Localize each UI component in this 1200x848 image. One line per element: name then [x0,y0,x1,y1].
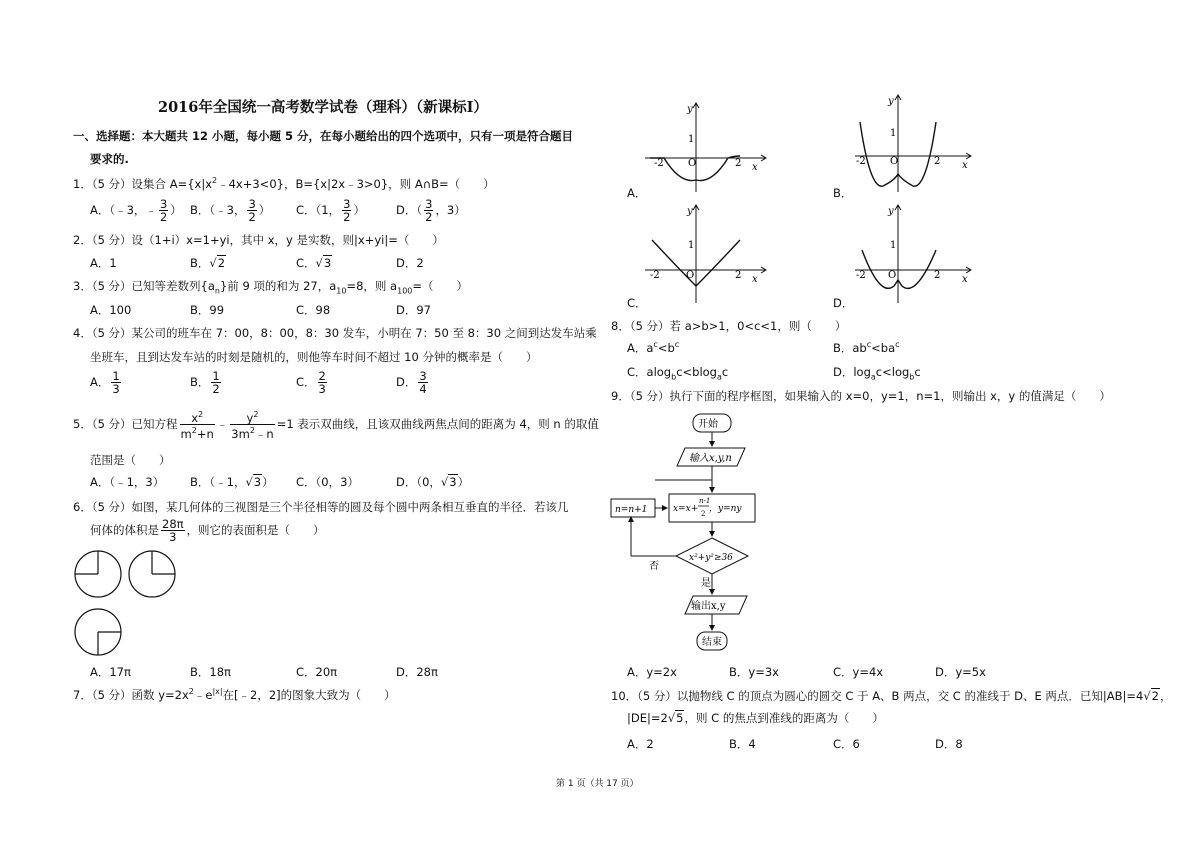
svg-text:O: O [686,270,695,281]
q1-option-a[interactable]: A．（﹣3，﹣ $\frac{3}{2}$ ） [90,197,182,224]
q6-option-c[interactable]: C．20π [296,665,338,679]
q6-option-a[interactable]: A．17π [90,665,131,679]
svg-text:否: 否 [649,561,659,572]
section-heading-cont: 要求的. [90,152,129,166]
svg-text:1: 1 [890,128,897,139]
svg-text:x: x [962,160,968,171]
svg-text:x: x [962,274,968,285]
q5-option-a[interactable]: A．（﹣1，3） [90,475,165,489]
q10-option-b[interactable]: B．4 [729,737,756,751]
svg-text:-2: -2 [650,270,660,281]
three-view-side [124,548,184,604]
q8-option-c[interactable]: C．alog$_b$c<blog$_a$c [627,365,729,382]
svg-text:输入x,y,n: 输入x,y,n [689,453,732,464]
q5-option-d[interactable]: D．（0，√3） [396,475,470,489]
svg-text:-2: -2 [856,156,866,167]
q10-option-d[interactable]: D．8 [935,737,963,751]
q5-option-c[interactable]: C．（0，3） [296,475,359,489]
svg-text:-2: -2 [654,158,664,169]
q1-option-b[interactable]: B．（﹣3， $\frac{3}{2}$ ） [190,197,271,224]
q1-option-c[interactable]: C．（1， $\frac{3}{2}$ ） [296,197,365,224]
q2-option-c[interactable]: C．√3 [296,256,332,270]
question-6: 6．（5 分）如图，某几何体的三视图是三个半径相等的圆及每个圆中两条相互垂直的半径．若该几 [73,500,569,514]
svg-text:开始: 开始 [698,419,718,430]
q7-option-b[interactable]: B． [833,186,853,200]
question-10: 10．（5 分）以抛物线 C 的顶点为圆心的圆交 C 于 A、B 两点，交 C 的准线于 D、E 两点．已知|AB|=4√2， [611,689,1172,703]
q4-option-a[interactable]: A． $\frac{1}{3}$ [90,369,120,396]
question-4-cont: 坐班车，且到达发车站的时刻是随机的，则他等车时间不超过 10 分钟的概率是（ ） [90,350,538,364]
q7-option-a[interactable]: A． [627,186,647,200]
svg-text:2: 2 [934,270,941,281]
question-5: 5．（5 分）已知方程 $\frac{x^2}{m^2+n}$ ﹣ $\frac{y^2}{3m^2﹣n}$ =1 表示双曲线，且该双曲线两焦点间的距离为 4，则 n 的取值 [73,410,599,441]
flowchart [605,410,765,655]
section-heading: 一、选择题：本大题共 12 小题，每小题 5 分，在每小题给出的四个选项中，只有一项是符合题目 [73,129,574,143]
question-8: 8．（5 分）若 a>b>1，0<c<1，则（ ） [611,319,847,333]
question-10-cont: |DE|=2√5，则 C 的焦点到准线的距离为（ ） [627,711,884,725]
svg-text:输出x,y: 输出x,y [691,601,726,612]
q3-option-c[interactable]: C．98 [296,303,331,317]
q8-option-b[interactable]: B．$ab^c<ba^c$ [833,340,900,355]
question-6-cont: 何体的体积是 $\frac{28\pi}{3}$ ，则它的表面积是（ ） [90,517,325,544]
q5-option-b[interactable]: B．（﹣1，√3） [190,475,274,489]
q3-option-d[interactable]: D．97 [396,303,431,317]
q4-option-d[interactable]: D． $\frac{3}{4}$ [396,369,427,396]
three-view-figure [70,548,130,660]
q2-option-b[interactable]: B．√2 [190,256,226,270]
svg-text:O: O [688,158,697,169]
q2-option-d[interactable]: D．2 [396,256,424,270]
svg-text:，y=ny: ，y=ny [709,504,742,514]
svg-text:n-1: n-1 [699,497,711,505]
q7-graph-b [850,92,980,195]
svg-text:1: 1 [688,134,695,145]
page-footer: 第 1 页（共 17 页） [556,779,639,789]
q9-option-c[interactable]: C．y=4x [833,665,884,679]
svg-text:y: y [888,96,894,107]
q10-option-c[interactable]: C．6 [833,737,860,751]
svg-text:x: x [752,162,758,173]
svg-text:n=n+1: n=n+1 [615,505,648,515]
svg-text:结束: 结束 [702,637,722,648]
q6-option-d[interactable]: D．28π [396,665,438,679]
svg-text:x=x+: x=x+ [673,504,699,514]
question-7: 7．（5 分）函数 $y=2x^2﹣e^{|x|}$在[﹣2，2]的图象大致为（ ） [73,687,396,702]
q2-option-a[interactable]: A．1 [90,256,117,270]
q7-graph-d [850,200,980,305]
svg-text:y: y [687,104,693,115]
q9-option-d[interactable]: D．y=5x [935,665,986,679]
svg-text:1: 1 [688,240,695,251]
svg-text:y: y [888,206,894,217]
q9-option-b[interactable]: B．y=3x [729,665,779,679]
question-1: 1．（5 分）设集合 $A=\{x|x^2﹣4x+3<0\}$，B={x|2x﹣3>0}，则 A∩B=（ ） [73,176,495,191]
q8-option-d[interactable]: D．$\log_ac<\log_bc$ [833,365,921,382]
svg-text:y: y [687,206,693,217]
q4-option-c[interactable]: C． $\frac{2}{3}$ [296,369,326,396]
q9-option-a[interactable]: A．y=2x [627,665,677,679]
svg-text:-2: -2 [856,270,866,281]
svg-text:O: O [890,156,899,167]
question-4: 4．（5 分）某公司的班车在 7：00，8：00，8：30 发车，小明在 7：50 至 8：30 之间到达发车站乘 [73,326,597,340]
q3-option-b[interactable]: B．99 [190,303,225,317]
svg-text:O: O [888,270,897,281]
svg-text:x: x [752,274,758,285]
svg-text:是: 是 [701,578,711,589]
q4-option-b[interactable]: B． $\frac{1}{2}$ [190,369,220,396]
q8-option-a[interactable]: A．$a^c<b^c$ [627,340,680,355]
svg-text:x²+y²≥36: x²+y²≥36 [689,553,733,563]
q7-option-c[interactable]: C． [627,296,647,310]
svg-text:2: 2 [934,156,941,167]
q7-graph-a [640,100,770,195]
q1-option-d[interactable]: D．（ $\frac{3}{2}$ ，3） [396,197,466,224]
svg-text:1: 1 [890,240,897,251]
svg-text:2: 2 [701,510,706,518]
svg-text:2: 2 [735,270,742,281]
q3-option-a[interactable]: A．100 [90,303,132,317]
page-title: 2016年全国统一高考数学试卷（理科）（新课标Ⅰ） [158,99,488,116]
q10-option-a[interactable]: A．2 [627,737,654,751]
q7-graph-c [640,200,770,305]
q6-option-b[interactable]: B．18π [190,665,231,679]
question-3: 3．（5 分）已知等差数列$\{a_n\}$前 9 项的和为 27，$a_{10}=8$，则 $a_{100}=$（ ） [73,279,469,296]
q7-option-d[interactable]: D． [833,296,854,310]
svg-text:2: 2 [735,158,742,169]
question-2: 2．（5 分）设（1+i）x=1+yi，其中 x，y 是实数，则|x+yi|=（ ） [73,233,444,247]
question-5-cont: 范围是（ ） [90,453,171,467]
question-9: 9．（5 分）执行下面的程序框图，如果输入的 x=0，y=1，n=1，则输出 x，y 的值满足（ ） [611,389,1111,403]
